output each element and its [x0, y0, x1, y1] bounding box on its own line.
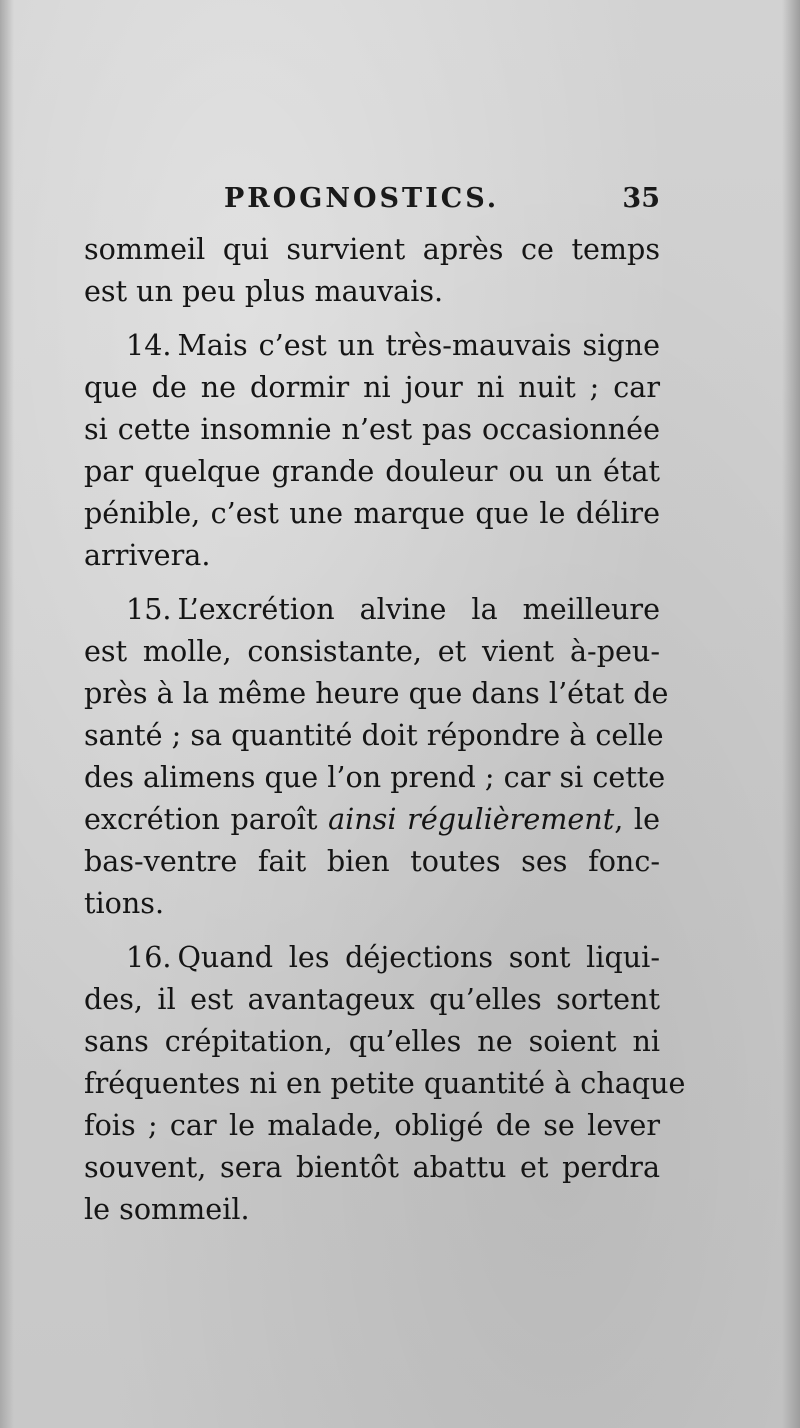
text-line: le sommeil.: [84, 1192, 250, 1226]
paragraph-number: 16.: [126, 940, 172, 974]
page-edge-shadow-right: [782, 0, 800, 1428]
text-line: sans crépitation, qu’elles ne soient ni: [84, 1024, 660, 1058]
text-line: fréquentes ni en petite quantité à chaque: [84, 1066, 686, 1100]
text-line: que de ne dormir ni jour ni nuit ; car: [84, 370, 660, 404]
text-line: arrivera.: [84, 538, 211, 572]
text-line: des, il est avantageux qu’elles sortent: [84, 982, 660, 1016]
paragraph-14: [84, 324, 660, 576]
text-line-with-italic: [84, 798, 660, 840]
paragraph-continuation: [84, 228, 660, 312]
paragraph-16: [84, 936, 686, 1230]
text-line-content: Quand les déjections sont liqui-: [177, 940, 660, 974]
running-title: PROGNOSTICS.: [224, 183, 500, 214]
paragraph-number: 15.: [126, 592, 172, 626]
text-line: santé ; sa quantité doit répondre à celle: [84, 718, 664, 752]
text-line: pénible, c’est une marque que le délire: [84, 496, 660, 530]
paragraph-number: 14.: [126, 328, 172, 362]
text-line-content: Mais c’est un très-mauvais signe: [177, 328, 660, 362]
body-text: [84, 228, 686, 1230]
text-line: fois ; car le malade, obligé de se lever: [84, 1108, 660, 1142]
text-line: par quelque grande douleur ou un état: [84, 454, 660, 488]
text-line: est un peu plus mauvais.: [84, 274, 444, 308]
text-line: [84, 588, 660, 630]
text-line: des alimens que l’on prend ; car si cette: [84, 760, 666, 794]
text-segment: excrétion paroît: [84, 802, 329, 836]
page-number: 35: [622, 183, 660, 214]
italic-phrase: ainsi régulièrement: [328, 802, 615, 836]
paragraph-15: [84, 588, 669, 924]
text-line: [84, 936, 660, 978]
text-line: bas-ventre fait bien toutes ses fonc-: [84, 844, 660, 878]
text-line: est molle, consistante, et vient à-peu-: [84, 634, 660, 668]
page-edge-shadow-left: [0, 0, 14, 1428]
text-line-content: L’excrétion alvine la meilleure: [177, 592, 660, 626]
text-line: tions.: [84, 886, 165, 920]
text-line: près à la même heure que dans l’état de: [84, 676, 669, 710]
text-line: souvent, sera bientôt abattu et perdra: [84, 1150, 660, 1184]
text-segment: , le: [614, 802, 660, 836]
text-line: [84, 324, 660, 366]
running-head: [84, 183, 660, 223]
text-line: sommeil qui survient après ce temps: [84, 232, 660, 266]
text-line: si cette insomnie n’est pas occasionnée: [84, 412, 660, 446]
